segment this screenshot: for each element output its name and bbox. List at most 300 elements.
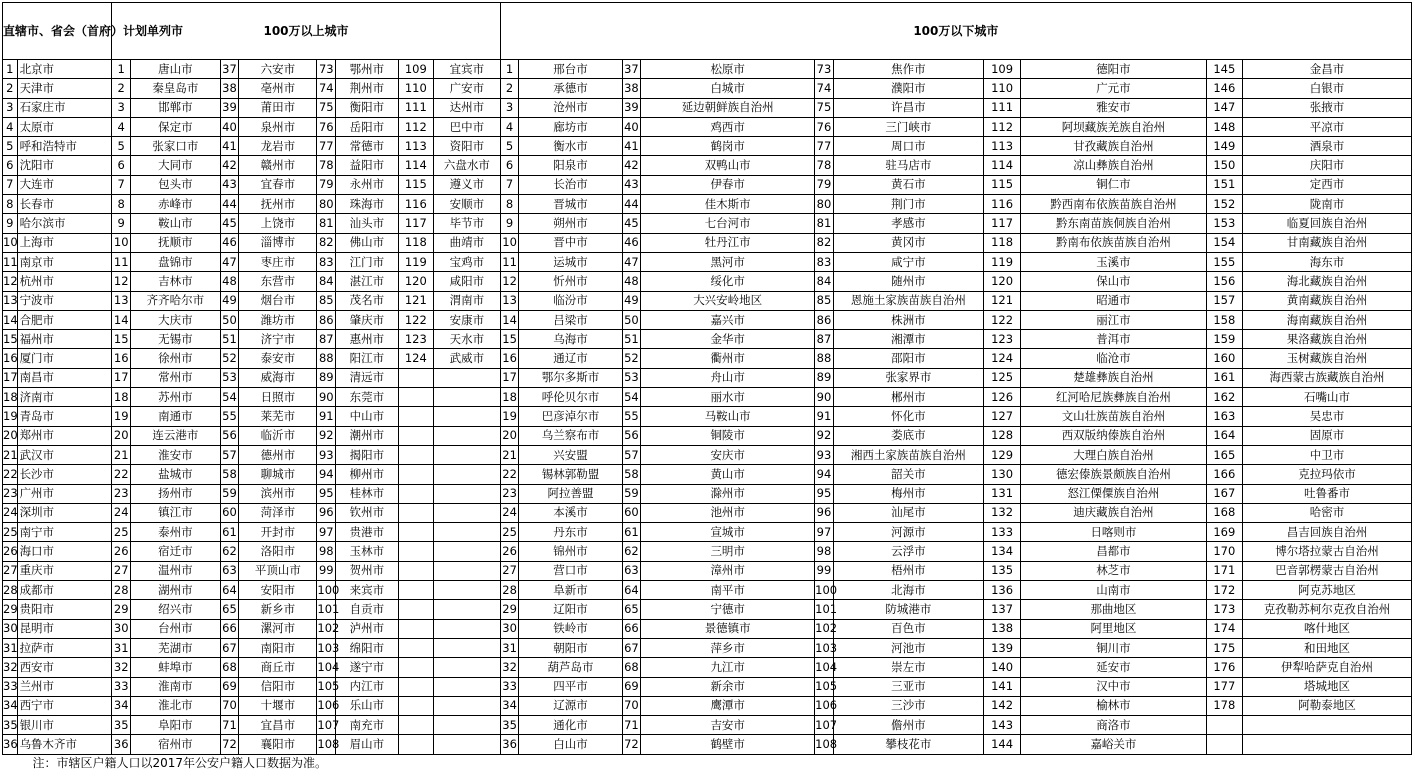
city-name: 日喀则市: [1021, 523, 1206, 542]
row-number: 102: [317, 619, 336, 638]
table-row: [3, 658, 1412, 677]
city-name: 渭南市: [434, 291, 501, 310]
city-name: 西双版纳傣族自治州: [1021, 426, 1206, 445]
city-name: 铜川市: [1021, 638, 1206, 657]
row-number: 55: [622, 407, 641, 426]
row-number: 151: [1206, 175, 1242, 194]
row-number: 4: [112, 117, 131, 136]
row-number: 139: [983, 638, 1020, 657]
row-number: 118: [983, 233, 1020, 252]
table-row: [3, 175, 1412, 194]
city-name: 本溪市: [519, 503, 622, 522]
row-number: 162: [1206, 388, 1242, 407]
row-number: 96: [317, 503, 336, 522]
city-name: 西宁市: [17, 696, 112, 715]
city-name: 汉中市: [1021, 677, 1206, 696]
row-number: 93: [317, 445, 336, 464]
city-name: 怀化市: [833, 407, 983, 426]
row-number: 8: [112, 195, 131, 214]
row-number: 16: [3, 349, 18, 368]
row-number: 62: [220, 542, 239, 561]
row-number: 45: [622, 214, 641, 233]
row-number: 129: [983, 445, 1020, 464]
city-name: 邢台市: [519, 60, 622, 79]
city-name: 大兴安岭地区: [641, 291, 815, 310]
row-number: 22: [112, 465, 131, 484]
city-name: [434, 716, 501, 735]
city-name: 济南市: [17, 388, 112, 407]
row-number: 63: [622, 561, 641, 580]
city-name: 凉山彝族自治州: [1021, 156, 1206, 175]
row-number: 12: [500, 272, 519, 291]
row-number: 27: [500, 561, 519, 580]
city-name: 金昌市: [1243, 60, 1412, 79]
row-number: 97: [317, 523, 336, 542]
city-name: 滁州市: [641, 484, 815, 503]
row-number: 10: [112, 233, 131, 252]
table-row: [3, 696, 1412, 715]
city-name: 泰安市: [239, 349, 317, 368]
city-name: 石嘴山市: [1243, 388, 1412, 407]
row-number: 131: [983, 484, 1020, 503]
row-number: 142: [983, 696, 1020, 715]
row-number: 165: [1206, 445, 1242, 464]
city-name: 深圳市: [17, 503, 112, 522]
row-number: 19: [3, 407, 18, 426]
row-number: 13: [3, 291, 18, 310]
city-name: 池州市: [641, 503, 815, 522]
city-name: 黄石市: [833, 175, 983, 194]
row-number: 71: [220, 716, 239, 735]
row-number: 67: [622, 638, 641, 657]
row-number: 35: [112, 716, 131, 735]
row-number: [398, 638, 433, 657]
row-number: 92: [815, 426, 834, 445]
city-name: 伊春市: [641, 175, 815, 194]
row-number: [398, 484, 433, 503]
city-name: 吕梁市: [519, 310, 622, 329]
city-name: 佳木斯市: [641, 195, 815, 214]
city-name: 平凉市: [1243, 117, 1412, 136]
row-number: 99: [815, 561, 834, 580]
city-name: 眉山市: [336, 735, 398, 754]
city-name: 塔城地区: [1243, 677, 1412, 696]
city-name: 温州市: [131, 561, 221, 580]
city-name: 呼伦贝尔市: [519, 388, 622, 407]
city-name: 平顶山市: [239, 561, 317, 580]
row-number: 109: [983, 60, 1020, 79]
city-name: 酒泉市: [1243, 137, 1412, 156]
city-name: 达州市: [434, 98, 501, 117]
table-row: [3, 484, 1412, 503]
city-name: 肇庆市: [336, 310, 398, 329]
city-name: 沈阳市: [17, 156, 112, 175]
row-number: 164: [1206, 426, 1242, 445]
row-number: 75: [317, 98, 336, 117]
city-name: 大庆市: [131, 310, 221, 329]
city-name: 驻马店市: [833, 156, 983, 175]
city-name: [434, 696, 501, 715]
row-number: 50: [622, 310, 641, 329]
row-number: 138: [983, 619, 1020, 638]
city-name: 株洲市: [833, 310, 983, 329]
table-row: [3, 677, 1412, 696]
city-name: 新乡市: [239, 600, 317, 619]
row-number: 67: [220, 638, 239, 657]
city-name: 阿拉善盟: [519, 484, 622, 503]
table-row: [3, 156, 1412, 175]
city-name: 常州市: [131, 368, 221, 387]
row-number: 111: [398, 98, 433, 117]
row-number: 47: [622, 252, 641, 271]
city-name: 宣城市: [641, 523, 815, 542]
row-number: 60: [220, 503, 239, 522]
row-number: 37: [220, 60, 239, 79]
city-name: 中山市: [336, 407, 398, 426]
row-number: 149: [1206, 137, 1242, 156]
row-number: 40: [622, 117, 641, 136]
city-name: [434, 735, 501, 754]
row-number: 105: [317, 677, 336, 696]
city-name: 崇左市: [833, 658, 983, 677]
row-number: 148: [1206, 117, 1242, 136]
city-name: 邯郸市: [131, 98, 221, 117]
row-number: 13: [112, 291, 131, 310]
row-number: 89: [317, 368, 336, 387]
row-number: 36: [112, 735, 131, 754]
city-name: 天水市: [434, 330, 501, 349]
city-name: 乐山市: [336, 696, 398, 715]
city-name: 锦州市: [519, 542, 622, 561]
row-number: 105: [815, 677, 834, 696]
row-number: 84: [815, 272, 834, 291]
city-name: 阿里地区: [1021, 619, 1206, 638]
row-number: 109: [398, 60, 433, 79]
row-number: 23: [500, 484, 519, 503]
city-name: 张家口市: [131, 137, 221, 156]
row-number: 17: [3, 368, 18, 387]
row-number: 38: [220, 79, 239, 98]
city-name: 十堰市: [239, 696, 317, 715]
city-name: 百色市: [833, 619, 983, 638]
row-number: 29: [112, 600, 131, 619]
city-name: 淮南市: [131, 677, 221, 696]
city-name: 周口市: [833, 137, 983, 156]
city-name: 连云港市: [131, 426, 221, 445]
city-name: 蚌埠市: [131, 658, 221, 677]
table-row: [3, 542, 1412, 561]
table-row: [3, 310, 1412, 329]
city-name: 徐州市: [131, 349, 221, 368]
city-name: 泉州市: [239, 117, 317, 136]
row-number: 51: [622, 330, 641, 349]
city-name: 伊犁哈萨克自治州: [1243, 658, 1412, 677]
row-number: 82: [317, 233, 336, 252]
row-number: 8: [3, 195, 18, 214]
header-capital: 直辖市、省会（首府）计划单列市: [3, 3, 112, 60]
city-name: 三沙市: [833, 696, 983, 715]
city-name: 厦门市: [17, 349, 112, 368]
city-name: [434, 581, 501, 600]
city-name: 东莞市: [336, 388, 398, 407]
row-number: 16: [112, 349, 131, 368]
row-number: 124: [983, 349, 1020, 368]
city-name: 唐山市: [131, 60, 221, 79]
row-number: 26: [3, 542, 18, 561]
row-number: 25: [500, 523, 519, 542]
row-number: 9: [500, 214, 519, 233]
city-name: 昌吉回族自治州: [1243, 523, 1412, 542]
row-number: 91: [317, 407, 336, 426]
row-number: 5: [500, 137, 519, 156]
city-name: 潍坊市: [239, 310, 317, 329]
row-number: 35: [3, 716, 18, 735]
table-row: [3, 445, 1412, 464]
city-name: 庆阳市: [1243, 156, 1412, 175]
city-name: 自贡市: [336, 600, 398, 619]
row-number: 125: [983, 368, 1020, 387]
row-number: 32: [112, 658, 131, 677]
table-row: [3, 330, 1412, 349]
city-name: 那曲地区: [1021, 600, 1206, 619]
row-number: 154: [1206, 233, 1242, 252]
city-name: 铁岭市: [519, 619, 622, 638]
row-number: 69: [220, 677, 239, 696]
row-number: 116: [398, 195, 433, 214]
city-name: [434, 638, 501, 657]
row-number: 20: [3, 426, 18, 445]
city-name: 淮安市: [131, 445, 221, 464]
city-name: 吉安市: [641, 716, 815, 735]
row-number: 21: [3, 445, 18, 464]
city-name: 广元市: [1021, 79, 1206, 98]
row-number: 47: [220, 252, 239, 271]
row-number: 123: [398, 330, 433, 349]
city-name: 银川市: [17, 716, 112, 735]
row-number: 59: [220, 484, 239, 503]
city-name: 南京市: [17, 252, 112, 271]
row-number: 116: [983, 195, 1020, 214]
row-number: 19: [112, 407, 131, 426]
city-name: 马鞍山市: [641, 407, 815, 426]
row-number: 36: [3, 735, 18, 754]
city-name: 白城市: [641, 79, 815, 98]
row-number: 176: [1206, 658, 1242, 677]
city-name: 承德市: [519, 79, 622, 98]
row-number: [398, 581, 433, 600]
city-name: 安阳市: [239, 581, 317, 600]
row-number: 88: [815, 349, 834, 368]
city-name: 博尔塔拉蒙古自治州: [1243, 542, 1412, 561]
city-name: 白银市: [1243, 79, 1412, 98]
city-name: [434, 561, 501, 580]
row-number: 102: [815, 619, 834, 638]
row-number: 31: [112, 638, 131, 657]
row-number: 28: [500, 581, 519, 600]
city-name: 襄阳市: [239, 735, 317, 754]
city-name: 中卫市: [1243, 445, 1412, 464]
city-name: 许昌市: [833, 98, 983, 117]
city-name: 宜宾市: [434, 60, 501, 79]
row-number: 103: [815, 638, 834, 657]
row-number: 86: [317, 310, 336, 329]
row-number: 70: [622, 696, 641, 715]
row-number: 119: [398, 252, 433, 271]
city-name: [434, 407, 501, 426]
row-number: 99: [317, 561, 336, 580]
row-number: 160: [1206, 349, 1242, 368]
row-number: 14: [500, 310, 519, 329]
city-name: 南平市: [641, 581, 815, 600]
row-number: 58: [220, 465, 239, 484]
row-number: 64: [220, 581, 239, 600]
city-name: 长治市: [519, 175, 622, 194]
city-name: 锡林郭勒盟: [519, 465, 622, 484]
city-name: 黔南布依族苗族自治州: [1021, 233, 1206, 252]
row-number: 20: [112, 426, 131, 445]
city-name: 岳阳市: [336, 117, 398, 136]
city-name: 红河哈尼族彝族自治州: [1021, 388, 1206, 407]
row-number: [398, 696, 433, 715]
city-name: 茂名市: [336, 291, 398, 310]
row-number: 12: [3, 272, 18, 291]
row-number: 108: [815, 735, 834, 754]
city-name: 阿勒泰地区: [1243, 696, 1412, 715]
city-name: 汕头市: [336, 214, 398, 233]
city-name: 乌海市: [519, 330, 622, 349]
city-name: 威海市: [239, 368, 317, 387]
row-number: 159: [1206, 330, 1242, 349]
row-number: 53: [220, 368, 239, 387]
city-name: 九江市: [641, 658, 815, 677]
row-number: 141: [983, 677, 1020, 696]
row-number: 18: [500, 388, 519, 407]
city-name: 合肥市: [17, 310, 112, 329]
city-name: [434, 619, 501, 638]
city-name: 乌兰察布市: [519, 426, 622, 445]
city-name: 文山壮族苗族自治州: [1021, 407, 1206, 426]
city-name: 赤峰市: [131, 195, 221, 214]
city-name: 金华市: [641, 330, 815, 349]
row-number: 95: [317, 484, 336, 503]
city-name: 抚顺市: [131, 233, 221, 252]
city-name: 莱芜市: [239, 407, 317, 426]
row-number: 100: [317, 581, 336, 600]
city-name: 滨州市: [239, 484, 317, 503]
city-name: [1243, 735, 1412, 754]
row-number: 173: [1206, 600, 1242, 619]
row-number: 42: [220, 156, 239, 175]
city-name: 濮阳市: [833, 79, 983, 98]
row-number: 140: [983, 658, 1020, 677]
row-number: 42: [622, 156, 641, 175]
city-name: 哈密市: [1243, 503, 1412, 522]
row-number: 30: [112, 619, 131, 638]
city-name: [434, 465, 501, 484]
city-name: 台州市: [131, 619, 221, 638]
city-name: 巴音郭楞蒙古自治州: [1243, 561, 1412, 580]
city-name: 辽阳市: [519, 600, 622, 619]
city-name: 揭阳市: [336, 445, 398, 464]
city-name: 和田地区: [1243, 638, 1412, 657]
city-name: 汕尾市: [833, 503, 983, 522]
row-number: 54: [220, 388, 239, 407]
row-number: 78: [317, 156, 336, 175]
row-number: 75: [815, 98, 834, 117]
row-number: 114: [398, 156, 433, 175]
row-number: 61: [622, 523, 641, 542]
row-number: 117: [983, 214, 1020, 233]
row-number: 114: [983, 156, 1020, 175]
city-name: 保定市: [131, 117, 221, 136]
city-name: 玉树藏族自治州: [1243, 349, 1412, 368]
row-number: 21: [112, 445, 131, 464]
city-name: 阳泉市: [519, 156, 622, 175]
city-name: 四平市: [519, 677, 622, 696]
city-name: 吐鲁番市: [1243, 484, 1412, 503]
row-number: 68: [220, 658, 239, 677]
city-name: 钦州市: [336, 503, 398, 522]
city-name: 海东市: [1243, 252, 1412, 271]
city-name: 盐城市: [131, 465, 221, 484]
row-number: 79: [815, 175, 834, 194]
city-name: 朝阳市: [519, 638, 622, 657]
row-number: 15: [112, 330, 131, 349]
row-number: 78: [815, 156, 834, 175]
row-number: 54: [622, 388, 641, 407]
row-number: 15: [500, 330, 519, 349]
city-name: 资阳市: [434, 137, 501, 156]
city-name: 宁波市: [17, 291, 112, 310]
city-name: 柳州市: [336, 465, 398, 484]
table-row: [3, 426, 1412, 445]
row-number: 74: [815, 79, 834, 98]
city-name: 黄冈市: [833, 233, 983, 252]
row-number: [398, 503, 433, 522]
header-above-1m: 100万以上城市: [112, 3, 500, 60]
city-name: 海北藏族自治州: [1243, 272, 1412, 291]
city-name: 遵义市: [434, 175, 501, 194]
row-number: 74: [317, 79, 336, 98]
row-number: 118: [398, 233, 433, 252]
row-number: 15: [3, 330, 18, 349]
row-number: 52: [220, 349, 239, 368]
city-name: 清远市: [336, 368, 398, 387]
row-number: 113: [398, 137, 433, 156]
row-number: 27: [112, 561, 131, 580]
row-number: 137: [983, 600, 1020, 619]
row-number: [398, 388, 433, 407]
city-name: 云浮市: [833, 542, 983, 561]
row-number: 3: [500, 98, 519, 117]
table-row: [3, 523, 1412, 542]
city-name: 张掖市: [1243, 98, 1412, 117]
city-name: [434, 388, 501, 407]
table-row: [3, 60, 1412, 79]
row-number: 123: [983, 330, 1020, 349]
table-row: [3, 349, 1412, 368]
row-number: 76: [317, 117, 336, 136]
city-name: 林芝市: [1021, 561, 1206, 580]
city-name: 晋中市: [519, 233, 622, 252]
city-name: 榆林市: [1021, 696, 1206, 715]
city-name: 南昌市: [17, 368, 112, 387]
city-name: 莆田市: [239, 98, 317, 117]
row-number: 58: [622, 465, 641, 484]
row-number: 49: [220, 291, 239, 310]
city-name: 益阳市: [336, 156, 398, 175]
row-number: 101: [815, 600, 834, 619]
